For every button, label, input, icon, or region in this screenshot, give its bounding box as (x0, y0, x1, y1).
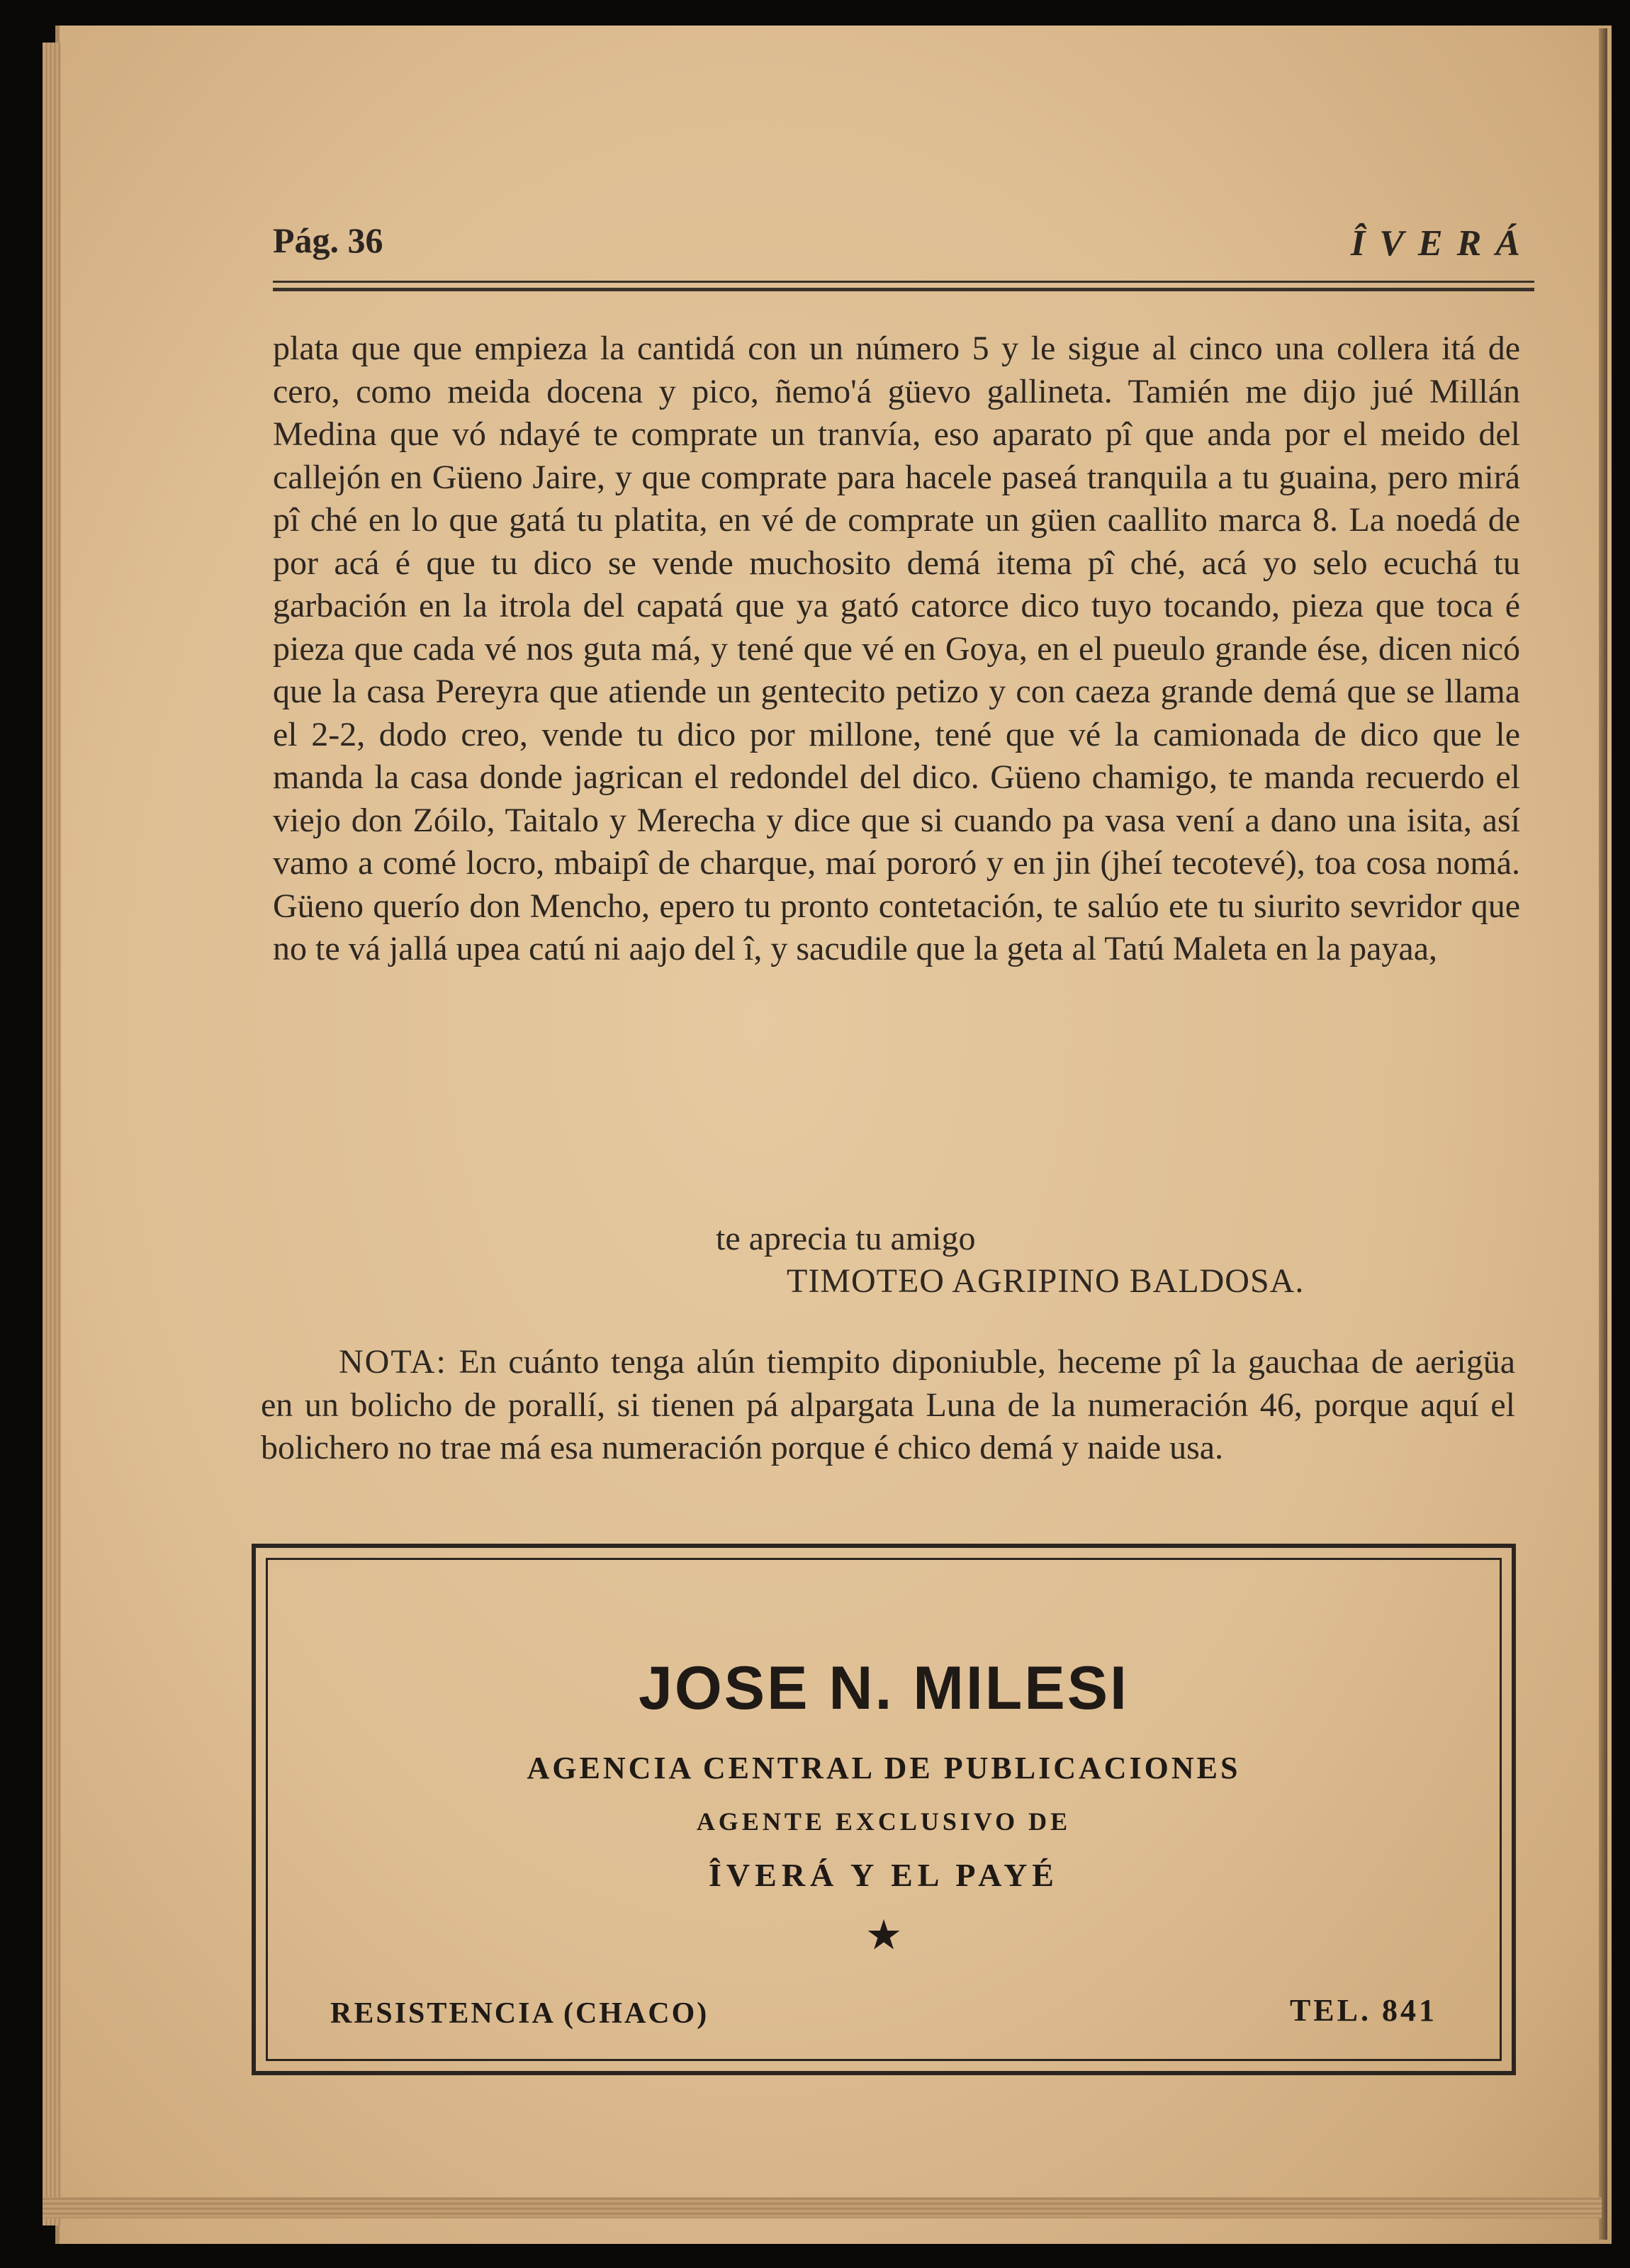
star-icon: ★ (867, 1916, 901, 1956)
advertisement-box (252, 1544, 1516, 2075)
advertiser-name: JOSE N. MILESI (639, 1654, 1129, 1722)
nota-label: NOTA: (339, 1343, 447, 1381)
advertisement-inner-frame (266, 1558, 1502, 2061)
nota-text: En cuánto tenga alún tiempito diponiuble, heceme pî la gauchaa de aerigüa en un bolicho de porallí, si tienen pá alpargata Luna de la numeración 46, porque aquí el bolichero no trae má esa numeración porque é chico demá y naide usa. (261, 1343, 1516, 1466)
signature-closing: te aprecia tu amigo (716, 1220, 976, 1257)
advertiser-city: RESISTENCIA (CHACO) (330, 1997, 709, 2030)
page-bottom-edge (43, 2197, 1602, 2218)
page-right-edge (1599, 28, 1607, 2240)
publications-line: ÎVERÁ Y EL PAYÉ (709, 1857, 1059, 1893)
letter-paragraph: plata que que empieza la cantidá con un número 5 y le sigue al cinco una collera itá de cero, como meida docena y pico, ñemo'á güevo gallineta. Tamién me dijo jué Millán Medina que vó ndayé te comprate un tranvía, eso aparato pî que anda por el meido del callejón en Güeno Jaire, y que comprate para hacele paseá tranquila a tu guaina, pero mirá pî ché en lo que gatá tu platita, en vé de comprate un güen caallito marca 8. La noedá de por acá é que tu dico se vende muchosito demá itema pî ché, acá yo selo ecuchá tu garbación en la itrola del capatá que ya gató catorce dico tuyo tocando, pieza que toca é pieza que cada vé nos guta má, y tené que vé en Goya, en el pueulo grande ése, dicen nicó que la casa Pereyra que atiende un gentecito petizo y con caeza grande demá que se llama el 2-2, dodo creo, vende tu dico por millone, tené que vé la camionada de dico que le manda la casa donde jagrican el redondel del dico. Güeno chamigo, te manda recuerdo el viejo don Zóilo, Taitalo y Merecha y dice que si cuando pa vasa vení a dano una isita, así vamo a comé locro, mbaipî de charque, maí pororó y en jin (jheí tecotevé), toa cosa nomá. Güeno querío don Mencho, epero tu pronto contetación, te salúo ete tu siurito sevridor que no te vá jallá upea catú ni aajo del î, y sacudile que la geta al Tatú Maleta en la payaa, (273, 330, 1520, 967)
letter-body (273, 327, 1520, 971)
agent-line: AGENTE EXCLUSIVO DE (696, 1807, 1072, 1836)
page-number: Pág. 36 (273, 220, 383, 260)
signature-name: TIMOTEO AGRIPINO BALDOSA. (787, 1262, 1305, 1300)
page-header (273, 220, 1541, 276)
agency-line: AGENCIA CENTRAL DE PUBLICACIONES (527, 1751, 1241, 1785)
page-edge-stack (43, 43, 61, 2225)
header-rule-thick (273, 288, 1534, 291)
signature-block (716, 1218, 1304, 1303)
nota-paragraph (261, 1341, 1515, 1470)
header-rule-thin (273, 281, 1534, 283)
magazine-title: ÎVERÁ (1351, 223, 1534, 264)
advertiser-phone: TEL. 841 (1289, 1993, 1437, 2028)
